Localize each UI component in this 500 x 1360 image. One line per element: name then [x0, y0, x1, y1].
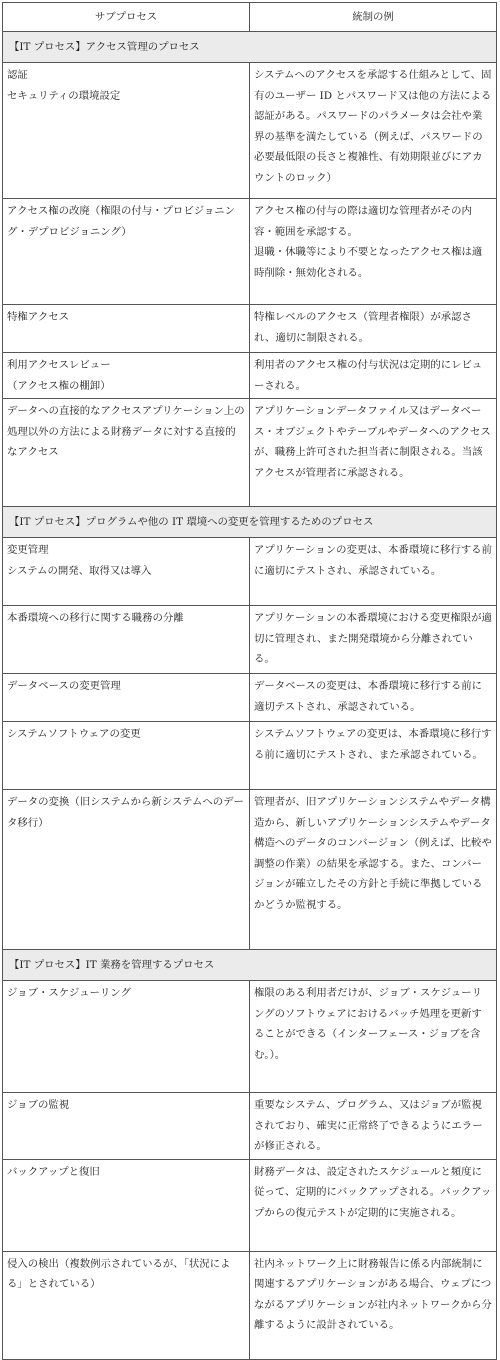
table-row: [3, 606, 497, 674]
control-cell: [250, 199, 497, 305]
subprocess-text: バックアップと復旧: [7, 1165, 100, 1178]
control-cell: [250, 353, 497, 399]
table-row: [3, 790, 497, 950]
subprocess-cell: [3, 790, 250, 950]
control-text: アプリケーションの本番環境における変更権限が適切に管理され、また開発環境から分離されている。: [254, 612, 492, 665]
subprocess-text: 侵入の検出（複数例示されているが、「状況による」とされている）: [7, 1257, 231, 1290]
subprocess-cell: [3, 199, 250, 305]
table-row: [3, 305, 497, 353]
table-row: [3, 1093, 497, 1160]
subprocess-text: アクセス権の改廃（権限の付与・プロビジョニング・デプロビジョニング）: [7, 205, 236, 238]
control-text: 権限のある利用者だけが、ジョブ・スケジューリングのソフトウェアにおけるバッチ処理を更新することができる（インターフェース・ジョブを含む。）。: [254, 987, 482, 1061]
subprocess-cell: [3, 353, 250, 399]
control-text: システムへのアクセスを承認する仕組みとして、固有のユーザー ID とパスワード又は他の方法による認証がある。パスワードのパラメータは会社や業界の基準を満たしている（例えば、パスワードの必要最低限の長さと複雑性、有効期限並びにアカウントのロック）: [254, 69, 492, 184]
subprocess-text: 変更管理: [7, 544, 49, 556]
subprocess-cell: [3, 1159, 250, 1251]
control-cell: [250, 674, 497, 722]
table-row: [3, 538, 497, 606]
section-title: 【IT プロセス】アクセス管理のプロセス: [3, 32, 497, 63]
subprocess-text: ジョブ・スケジューリング: [7, 987, 131, 999]
control-text: データベースの変更は、本番環境に移行する前に適切テストされ、承認されている。: [254, 680, 483, 713]
control-cell: [250, 1251, 497, 1359]
table-row: [3, 674, 497, 722]
control-text: 利用者のアクセス権の付与状況は定期的にレビューされる。: [254, 359, 483, 392]
subprocess-text: システムの開発、取得又は導入: [7, 564, 152, 577]
subprocess-cell: [3, 399, 250, 507]
table-row: [3, 981, 497, 1093]
section-header-row: [3, 32, 497, 63]
control-cell: [250, 606, 497, 674]
control-text: 重要なシステム、プログラム、又はジョブが監視されており、確実に正常終了できるようにエラーが修正される。: [254, 1099, 483, 1152]
control-text: アクセス権の付与の際は適切な管理者がその内容・範囲を承認する。: [254, 205, 472, 238]
table-row: [3, 199, 497, 305]
table-row: [3, 63, 497, 199]
section-title: 【IT プロセス】プログラムや他の IT 環境への変更を管理するためのプロセス: [3, 507, 497, 538]
control-cell: [250, 981, 497, 1093]
header-subprocess: サブプロセス: [3, 3, 250, 32]
document-page: [2, 2, 498, 1360]
subprocess-cell: [3, 63, 250, 199]
subprocess-text: データへの直接的なアクセスアプリケーション上の処理以外の方法による財務データに対する直接的なアクセス: [7, 405, 245, 458]
subprocess-cell: [3, 606, 250, 674]
control-text: 退職・休職等により不要となったアクセス権は適時削除・無効化される。: [254, 246, 483, 279]
control-cell: [250, 305, 497, 353]
control-text: 財務データは、設定されたスケジュールと頻度に従って、定期的にバックアップされる。バックアップからの復元テストが定期的に実施される。: [254, 1165, 492, 1219]
subprocess-text: ジョブの監視: [7, 1099, 70, 1111]
section-header-row: [3, 950, 497, 981]
subprocess-text: 本番環境への移行に関する職務の分離: [7, 612, 184, 624]
subprocess-text: （アクセス権の棚卸）: [7, 379, 111, 392]
table-row: [3, 353, 497, 399]
control-cell: [250, 399, 497, 507]
subprocess-cell: [3, 1093, 250, 1160]
subprocess-text: 認証: [7, 69, 28, 81]
control-text: 社内ネットワーク上に財務報告に係る内部統制に関連するアプリケーションがある場合、ウェブにつながるアプリケーションが社内ネットワークから分離するように設計されている。: [254, 1257, 492, 1331]
section-title: 【IT プロセス】IT 業務を管理するプロセス: [3, 950, 497, 981]
subprocess-text: セキュリティの環境設定: [7, 89, 121, 102]
subprocess-text: データの変換（旧システムから新システムへのデータ移行）: [7, 796, 244, 829]
control-cell: [250, 790, 497, 950]
control-cell: [250, 722, 497, 790]
it-control-table: [2, 2, 497, 1360]
subprocess-text: 特権アクセス: [7, 311, 70, 323]
subprocess-cell: [3, 674, 250, 722]
subprocess-text: 利用アクセスレビュー: [7, 359, 111, 371]
control-cell: [250, 1093, 497, 1160]
table-row: [3, 399, 497, 507]
control-text: アプリケーションの変更は、本番環境に移行する前に適切にテストされ、承認されている。: [254, 544, 492, 577]
subprocess-text: システムソフトウェアの変更: [7, 728, 141, 740]
subprocess-cell: [3, 538, 250, 606]
table-row: [3, 1159, 497, 1251]
section-header-row: [3, 507, 497, 538]
subprocess-cell: [3, 1251, 250, 1359]
header-row: [3, 3, 497, 32]
subprocess-cell: [3, 722, 250, 790]
subprocess-cell: [3, 305, 250, 353]
control-cell: [250, 538, 497, 606]
control-text: 特権レベルのアクセス（管理者権限）が承認され、適切に制限される。: [254, 311, 472, 344]
table-row: [3, 722, 497, 790]
subprocess-text: データベースの変更管理: [7, 680, 121, 692]
control-text: 管理者が、旧アプリケーションシステムやデータ構造から、新しいアプリケーションシステムやデータ構造へのデータのコンバージョン（例えば、比較や調整の作業）の結果を承認する。また、コンバージョンが確立したその方針と手続に準拠しているかどうか監視する。: [254, 796, 492, 911]
control-cell: [250, 63, 497, 199]
subprocess-cell: [3, 981, 250, 1093]
control-text: アプリケーションデータファイル又はデータベース・オブジェクトやテーブルやデータへのアクセスが、職務上許可された担当者に制限される。当該アクセスが管理者に承認される。: [254, 405, 491, 479]
control-text: システムソフトウェアの変更は、本番環境に移行する前に適切にテストされ、また承認されている。: [254, 728, 492, 761]
control-cell: [250, 1159, 497, 1251]
table-row: [3, 1251, 497, 1359]
header-control-example: 統制の例: [250, 3, 497, 32]
